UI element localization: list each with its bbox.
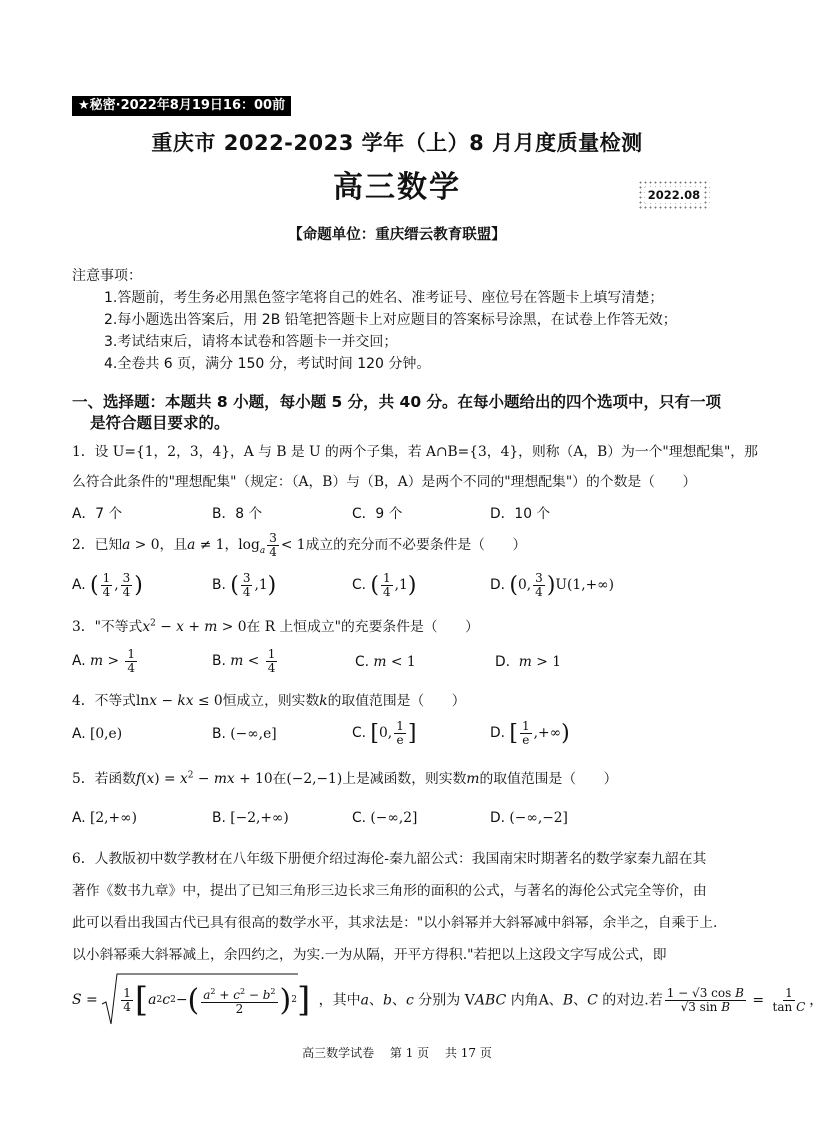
page-footer: 高三数学试卷 第 1 页 共 17 页 — [302, 1046, 492, 1060]
section-heading: 一、选择题：本题共 8 小题，每小题 5 分，共 40 分。在每小题给出的四个选项中，只有一项 — [72, 393, 722, 411]
notice-heading: 注意事项： — [72, 268, 142, 284]
q1-option-b: B．8 个 — [212, 506, 263, 522]
date-stamp-text: 2022.08 — [645, 187, 703, 203]
q3-option-a: A. m > $\frac{1}{4}$ — [72, 647, 136, 675]
q5-stem: 5．若函数$f(x) = x^2$ − mx + 10在(−2,−1)上是减函数，则实数m的取值范围是（ ） — [72, 770, 618, 787]
q6-line4: 以小斜幂乘大斜幂减上，余四约之，为实.一为从隔，开平方得积."若把以上这段文字写成公式，即 — [72, 947, 667, 963]
q3-stem: 3．"不等式$x^2 - x + m > 0$在 R 上恒成立"的充要条件是（ ） — [72, 618, 479, 635]
q2-option-a: A. ( $\frac{1}{4}$ , $\frac{3}{4}$ ) — [72, 571, 143, 599]
notice-item: 4.全卷共 6 页，满分 150 分，考试时间 120 分钟。 — [104, 356, 431, 372]
q4-option-a: A. [0,e) — [72, 726, 123, 742]
authoring-unit: 【命题单位：重庆缙云教育联盟】 — [288, 227, 506, 243]
q1-line1: 1．设 U={1，2，3，4}，A 与 B 是 U 的两个子集，若 A∩B={3，4}，则称（A，B）为一个"理想配集"，那 — [72, 444, 758, 460]
q2-option-d: D. (0, $\frac{3}{4}$ )U(1,+∞) — [490, 571, 615, 599]
q2-stem: 2．已知a > 0，且a ≠ 1，$\log_a$ $\frac{3}{4}$ < 1成立的充分而不必要条件是（ ） — [72, 531, 527, 559]
notice-item: 2.每小题选出答案后，用 2B 铅笔把答题卡上对应题目的答案标号涂黑，在试卷上作答无效； — [104, 312, 677, 328]
q4-option-c: C. [0, $\frac{1}{e}$ ] — [352, 719, 417, 747]
q3-option-c: C. m < 1 — [355, 654, 416, 670]
subject-title: 高三数学 — [333, 170, 461, 205]
q4-option-d: D. [ $\frac{1}{e}$ ,+∞) — [490, 719, 570, 747]
q5-option-b: B. [−2,+∞) — [212, 810, 289, 826]
notice-item: 1.答题前，考生务必用黑色签字笔将自己的姓名、准考证号、座位号在答题卡上填写清楚； — [104, 290, 664, 306]
sqrt-sign — [102, 972, 298, 1028]
q5-option-d: D. (−∞,−2] — [490, 810, 568, 826]
q3-option-d: D. m > 1 — [495, 654, 562, 670]
q6-line2: 著作《数书九章》中，提出了已知三角形三边长求三角形的面积的公式，与著名的海伦公式完全等价，由 — [72, 883, 707, 899]
date-stamp — [638, 180, 710, 210]
heron-formula: S = $\frac{1}{4}$ [ a 2 c 2 − ( $\frac{a^2 + c^2 - b^2}{2}$ ) 2 ] ，其中a、b、c 分别为 VABC 内角A、B、C 的对边.若 $\frac{\text{1 − √3 cos B}}{\text{√3 sin B}}$ = $\frac{1}{\text{tan C}}$ ， — [72, 972, 823, 1028]
q5-option-c: C. (−∞,2] — [352, 810, 418, 826]
q1-line2: 么符合此条件的"理想配集"（规定：（A，B）与（B，A）是两个不同的"理想配集"）的个数是（ ） — [72, 474, 697, 490]
q4-stem: 4．不等式lnx − kx ≤ 0恒成立，则实数k的取值范围是（ ） — [72, 693, 466, 709]
q1-option-d: D．10 个 — [490, 506, 551, 522]
exam-title: 重庆市 2022-2023 学年（上）8 月月度质量检测 — [151, 131, 643, 155]
q3-option-b: B. m < $\frac{1}{4}$ — [212, 647, 276, 675]
q2-option-b: B. ( $\frac{3}{4}$ ,1) — [212, 571, 277, 599]
q1-option-a: A．7 个 — [72, 506, 123, 522]
section-heading-cont: 是符合题目要求的。 — [90, 414, 230, 432]
q4-option-b: B. (−∞,e] — [212, 726, 277, 742]
q1-option-c: C．9 个 — [352, 506, 403, 522]
notice-item: 3.考试结束后，请将本试卷和答题卡一并交回； — [104, 334, 398, 350]
q6-line1: 6．人教版初中数学教材在八年级下册便介绍过海伦-秦九韶公式：我国南宋时期著名的数学家秦九韶在其 — [72, 851, 707, 867]
q5-option-a: A. [2,+∞) — [72, 810, 137, 826]
q2-option-c: C. ( $\frac{1}{4}$ ,1) — [352, 571, 417, 599]
q6-line3: 此可以看出我国古代已具有很高的数学水平，其求法是："以小斜幂并大斜幂减中斜幂，余半之，自乘于上. — [72, 915, 718, 931]
secret-label: ★秘密·2022年8月19日16：00前 — [72, 96, 291, 116]
